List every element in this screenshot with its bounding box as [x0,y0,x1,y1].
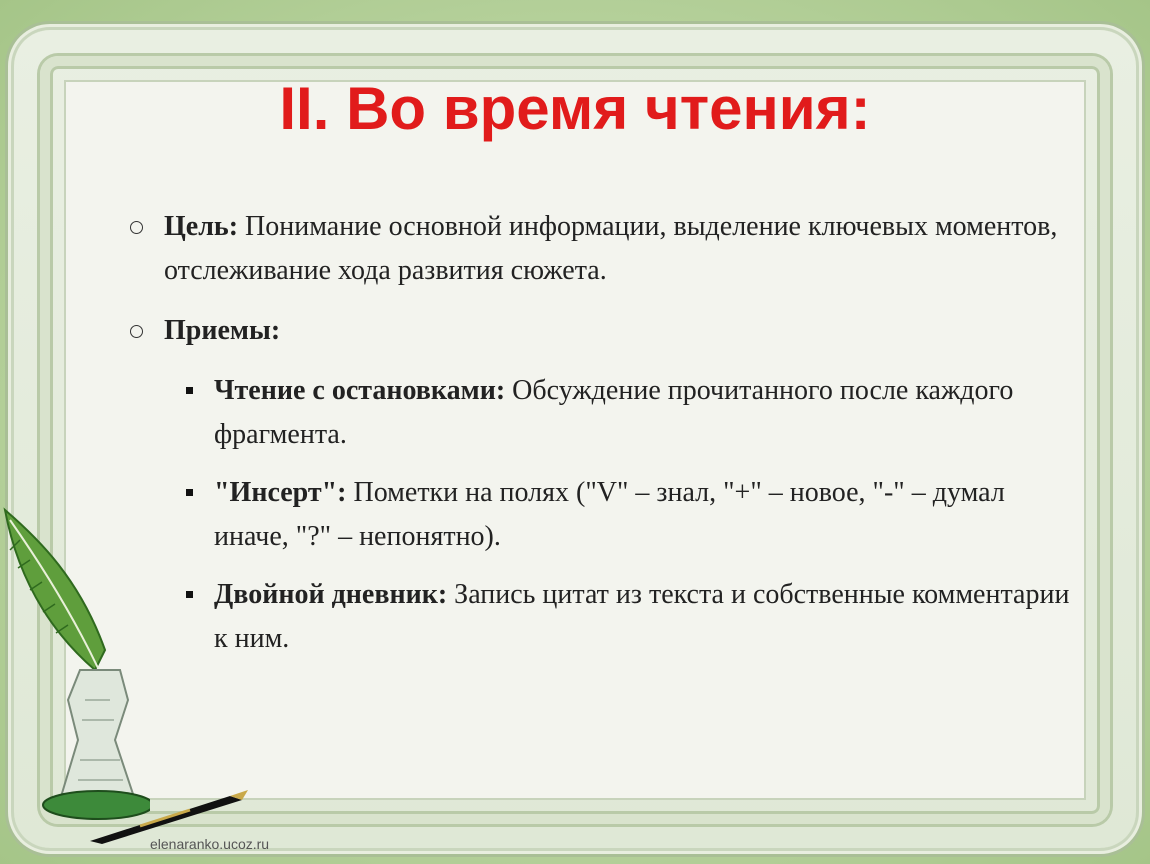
footer-source: elenaranko.ucoz.ru [150,836,270,852]
sub-item-label: Чтение с остановками: [214,375,506,406]
list-item-goal [130,205,1070,293]
square-bullet-icon [186,489,193,496]
list-item-methods [130,309,1070,353]
item-text: Понимание основной информации, выделение ключевых моментов, отслеживание хода развития сюжета. [164,211,1058,286]
sub-item-double-diary [130,573,1070,661]
sub-item-text: Обсуждение прочитанного после каждого фрагмента. [214,375,1014,450]
slide-content [130,205,1070,675]
sub-item-reading-stops [130,369,1070,457]
circle-bullet-icon [130,221,143,234]
sub-item-label: Двойной дневник: [214,579,448,610]
item-label: Цель: [164,211,239,242]
sub-item-insert [130,471,1070,559]
sub-item-text: Запись цитат из текста и собственные комментарии к ним. [214,579,1070,654]
sub-item-label: "Инсерт": [214,477,347,508]
quill-icon [0,500,150,830]
square-bullet-icon [186,591,193,598]
circle-bullet-icon [130,325,143,338]
square-bullet-icon [186,387,193,394]
sub-item-text: Пометки на полях ("V" – знал, "+" – новое, "-" – думал иначе, "?" – непонятно). [214,477,1005,552]
slide-title: II. Во время чтения: [279,75,871,142]
item-label: Приемы: [164,315,281,346]
